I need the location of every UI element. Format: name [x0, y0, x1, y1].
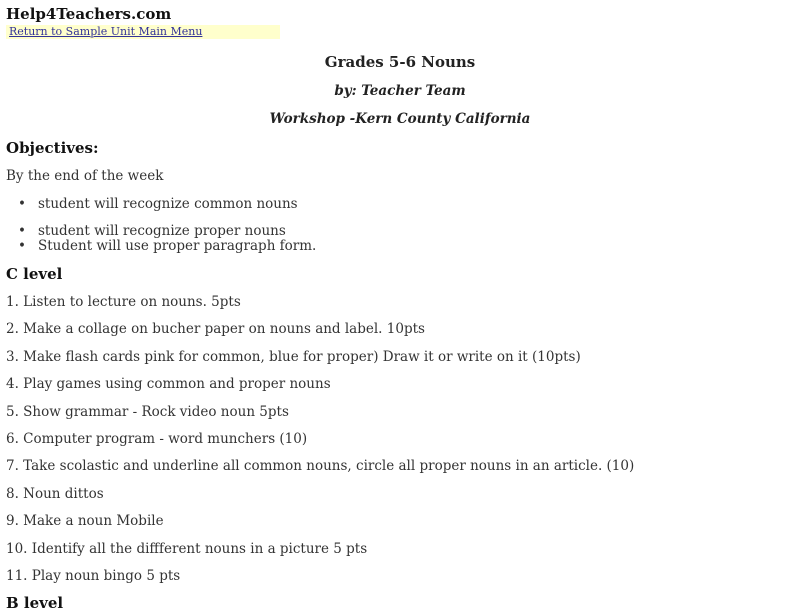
c-level-item: 5. Show grammar - Rock video noun 5pts	[6, 404, 289, 420]
nav-bar	[6, 25, 280, 39]
page-title: Grades 5-6 Nouns	[324, 53, 476, 71]
author-line: by: Teacher Team	[334, 83, 466, 99]
c-level-item: 6. Computer program - word munchers (10)	[6, 431, 308, 447]
c-level-item: 2. Make a collage on bucher paper on nouns and label. 10pts	[6, 321, 425, 337]
objectives-heading: Objectives:	[6, 139, 99, 157]
objective-text: student will recognize proper nouns	[38, 223, 286, 239]
c-level-item: 11. Play noun bingo 5 pts	[6, 568, 181, 584]
return-to-main-menu-link[interactable]: Return to Sample Unit Main Menu	[9, 25, 203, 38]
c-level-item: 8. Noun dittos	[6, 486, 104, 502]
c-level-item: 9. Make a noun Mobile	[6, 513, 164, 529]
c-level-item: 1. Listen to lecture on nouns. 5pts	[6, 294, 241, 310]
objective-text: student will recognize common nouns	[38, 196, 298, 212]
c-level-item: 10. Identify all the diffferent nouns in a picture 5 pts	[6, 541, 368, 557]
b-level-heading: B level	[6, 594, 64, 612]
site-title: Help4Teachers.com	[6, 5, 172, 23]
objective-text: Student will use proper paragraph form.	[38, 238, 317, 254]
c-level-item: 7. Take scolastic and underline all common nouns, circle all proper nouns in an article. (10)	[6, 458, 635, 474]
c-level-item: 4. Play games using common and proper nouns	[6, 376, 331, 392]
c-level-item: 3. Make flash cards pink for common, blue for proper) Draw it or write on it (10pts)	[6, 349, 581, 365]
c-level-heading: C level	[6, 265, 63, 283]
workshop-line: Workshop -Kern County California	[269, 111, 531, 127]
objectives-intro: By the end of the week	[6, 168, 164, 184]
